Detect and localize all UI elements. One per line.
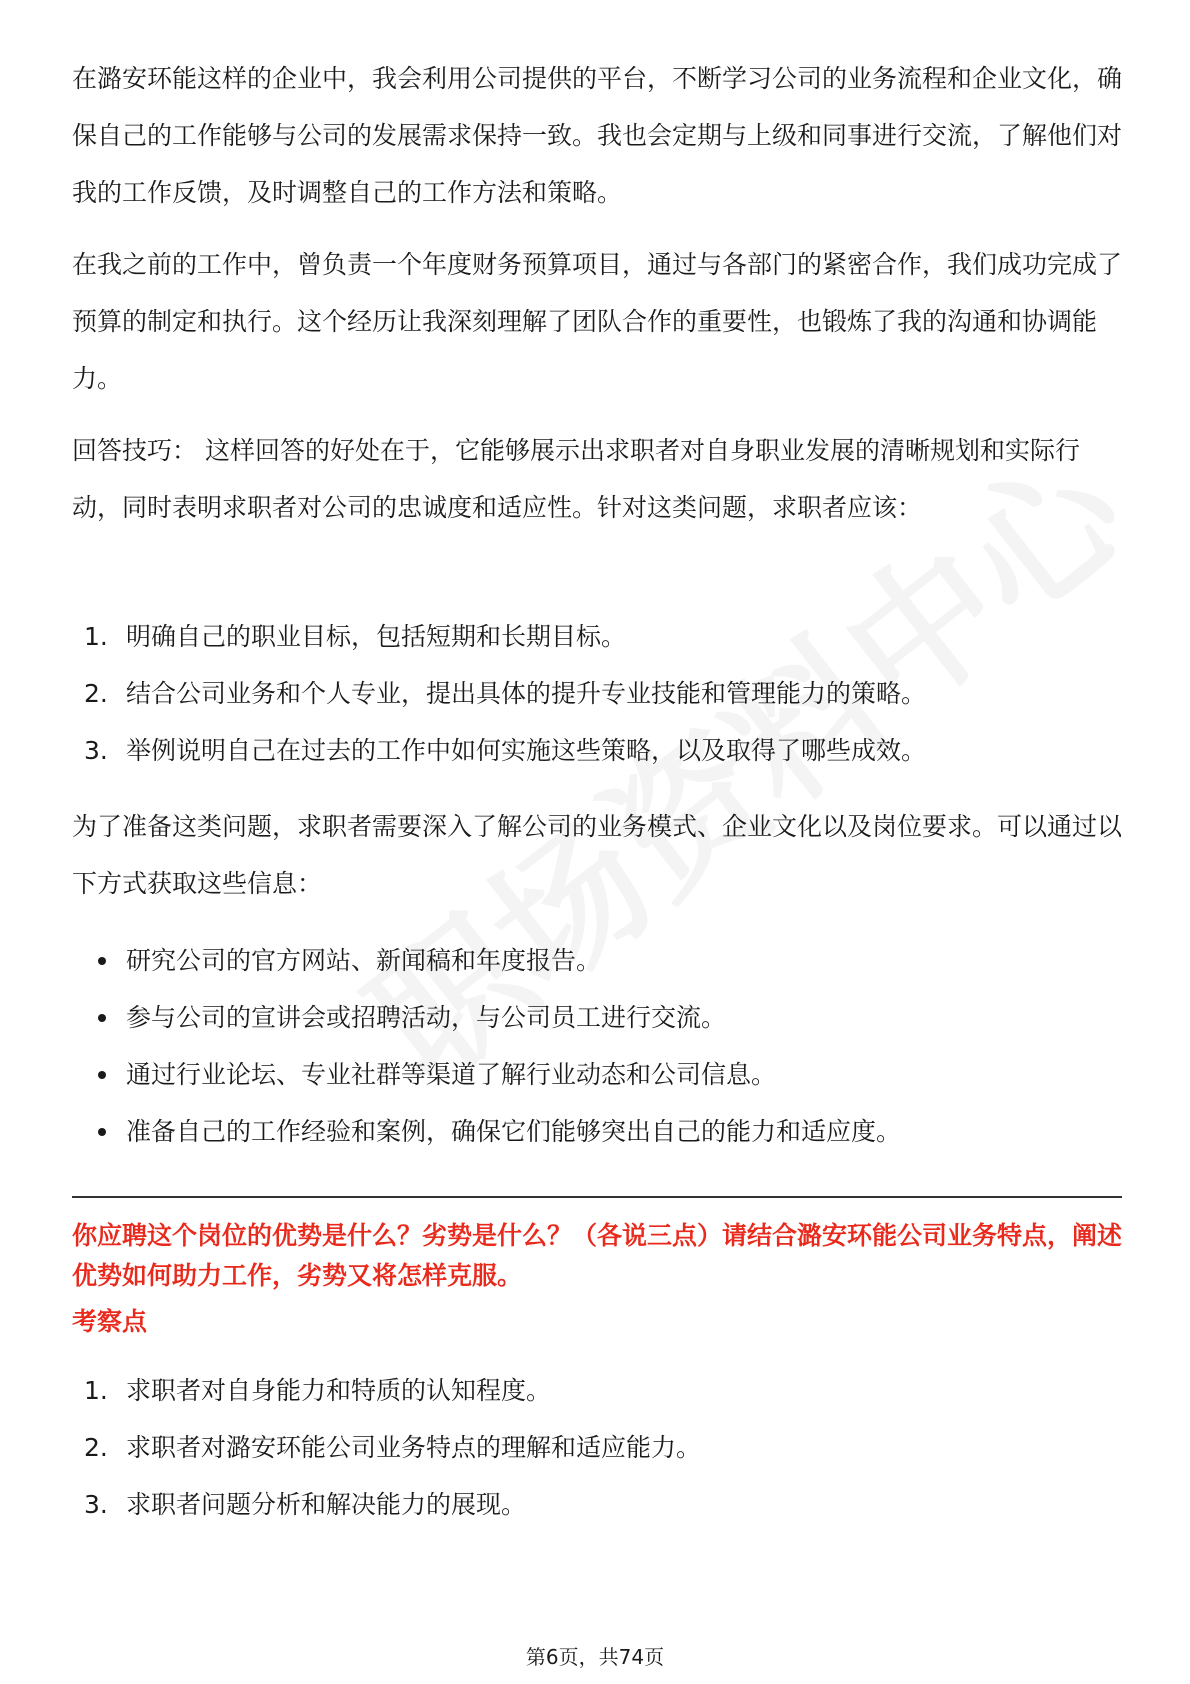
prep-bullets (72, 932, 1122, 1160)
paragraph-2: 在我之前的工作中，曾负责一个年度财务预算项目，通过与各部门的紧密合作，我们成功完成了预算的制定和执行。这个经历让我深刻理解了团队合作的重要性，也锻炼了我的沟通和协调能力。 (72, 250, 1123, 393)
bullet-icon (98, 1014, 106, 1022)
interview-question: 你应聘这个岗位的优势是什么？劣势是什么？（各说三点）请结合潞安环能公司业务特点，阐述优势如何助力工作，劣势又将怎样克服。 (72, 1221, 1123, 1290)
section-title: 考察点 (72, 1307, 148, 1336)
list-item: 研究公司的官方网站、新闻稿和年度报告。 (72, 932, 1122, 989)
page-footer: 第6页，共74页 (525, 1645, 665, 1669)
list-item: 1. 求职者对自身能力和特质的认知程度。 (84, 1376, 552, 1405)
list-item: 1. 明确自己的职业目标，包括短期和长期目标。 (84, 622, 627, 651)
paragraph-1: 在潞安环能这样的企业中，我会利用公司提供的平台，不断学习公司的业务流程和企业文化，确保自己的工作能够与公司的发展需求保持一致。我也会定期与上级和同事进行交流，了解他们对我的工作反馈，及时调整自己的工作方法和策略。 (72, 64, 1123, 207)
bullet-icon (98, 1071, 106, 1079)
document-page (72, 0, 1122, 1684)
tips-list (72, 608, 1122, 779)
paragraph-tips: 回答技巧： 这样回答的好处在于，它能够展示出求职者对自身职业发展的清晰规划和实际行动，同时表明求职者对公司的忠诚度和适应性。针对这类问题，求职者应该： (72, 436, 1080, 522)
prep-paragraph: 为了准备这类问题，求职者需要深入了解公司的业务模式、企业文化以及岗位要求。可以通过以下方式获取这些信息： (72, 812, 1123, 898)
list-item: 3. 举例说明自己在过去的工作中如何实施这些策略，以及取得了哪些成效。 (84, 736, 927, 765)
list-item: 2. 求职者对潞安环能公司业务特点的理解和适应能力。 (84, 1433, 702, 1462)
bullet-icon (98, 1128, 106, 1136)
list-item: 2. 结合公司业务和个人专业，提出具体的提升专业技能和管理能力的策略。 (84, 679, 927, 708)
list-item: 通过行业论坛、专业社群等渠道了解行业动态和公司信息。 (72, 1046, 1122, 1103)
list-item: 参与公司的宣讲会或招聘活动，与公司员工进行交流。 (72, 989, 1122, 1046)
points-list (72, 1362, 1122, 1533)
list-item: 准备自己的工作经验和案例，确保它们能够突出自己的能力和适应度。 (72, 1103, 1122, 1160)
section-divider (72, 1196, 1122, 1198)
list-item: 3. 求职者问题分析和解决能力的展现。 (84, 1490, 527, 1519)
bullet-icon (98, 957, 106, 965)
